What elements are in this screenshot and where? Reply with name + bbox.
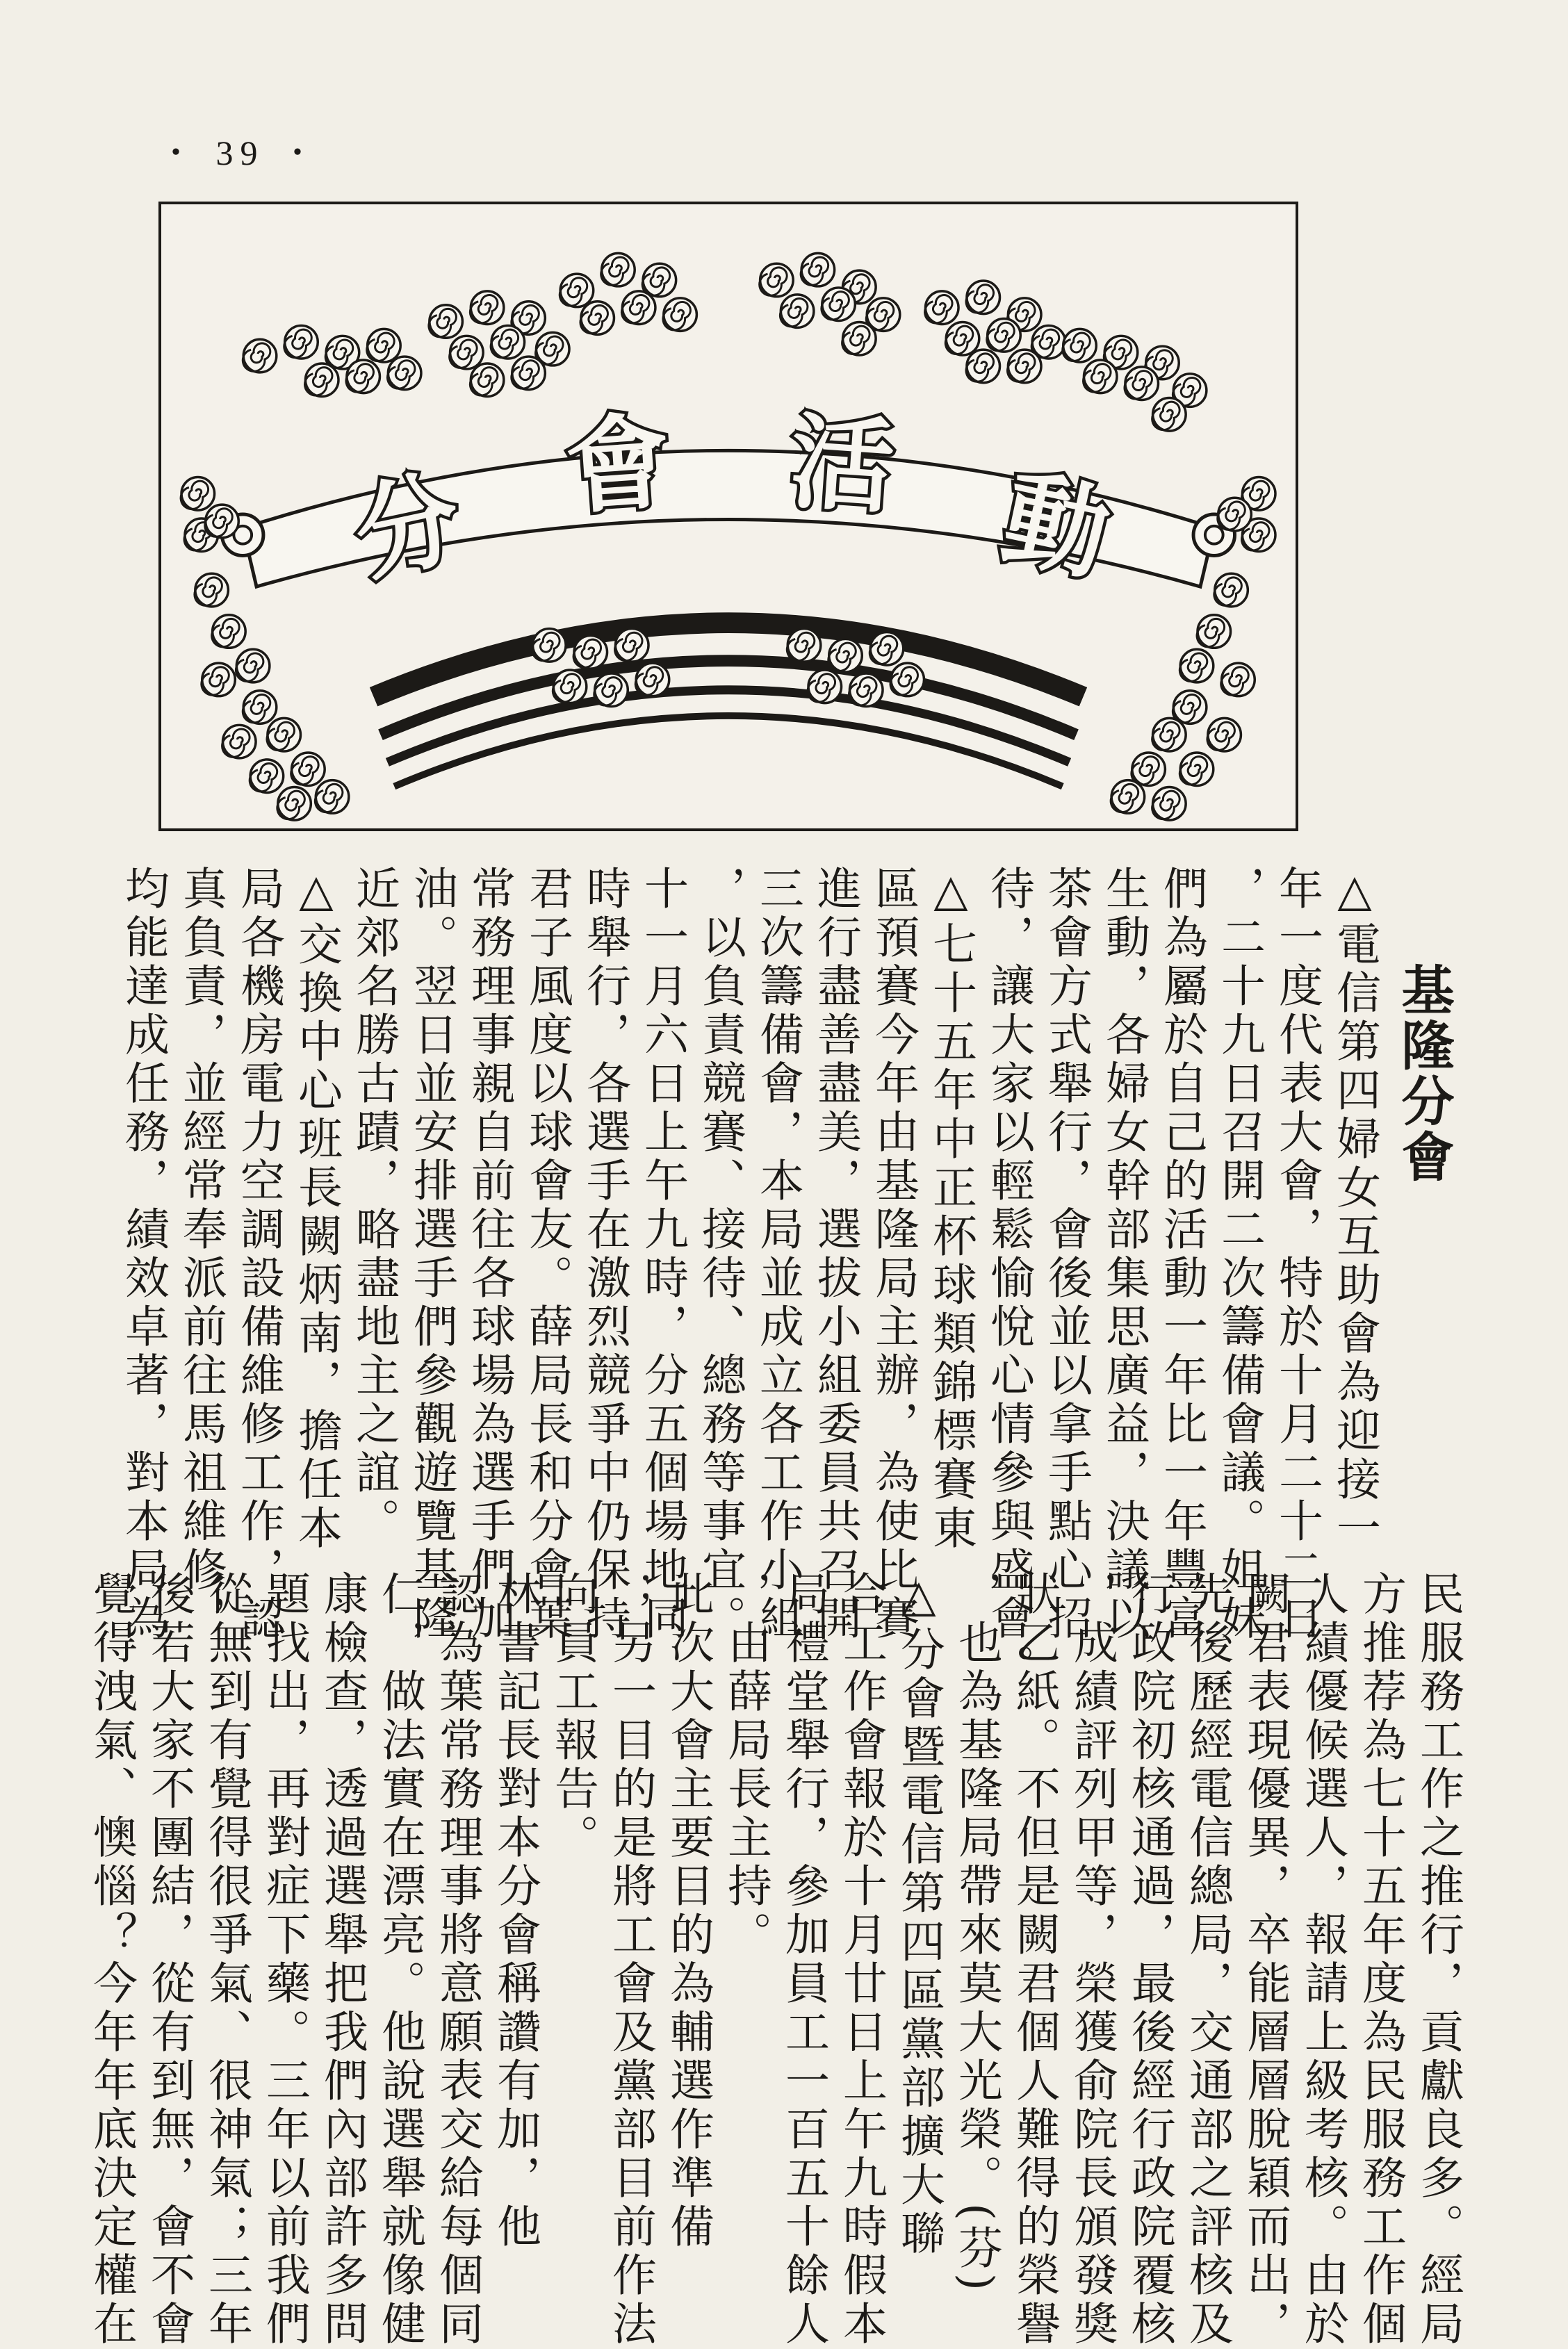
swirl-motif: [450, 336, 483, 369]
swirl-motif: [315, 780, 348, 814]
text-column: ；另一目的是將工會及黨部目前作法: [605, 1571, 656, 2349]
text-column: 康檢查，透過選舉把我們內部許多問: [316, 1571, 368, 2349]
text-column: 先後歷經電信總局，交通部之評核及: [1182, 1571, 1233, 2349]
swirl-motif: [842, 322, 876, 355]
swirl-clouds-top: [243, 253, 1207, 431]
text-column: 近郊名勝古蹟，略盡地主之誼。: [348, 865, 400, 1546]
swirl-motif: [760, 263, 793, 297]
page-number: ・ 39 ・: [158, 133, 322, 172]
text-column: 方推荐為七十五年度為民服務工作個: [1355, 1571, 1406, 2349]
swirl-motif: [243, 691, 276, 724]
text-column: 覺得洩氣、懊惱？今年年底決定權在: [85, 1571, 137, 2349]
swirl-motif: [1007, 350, 1040, 383]
swirl-motif: [808, 670, 841, 703]
swirl-motif: [635, 663, 669, 696]
text-column: 真負責，並經常奉派前往馬祖維修，: [175, 865, 227, 1644]
text-column: 油。翌日並安排選手們參觀遊覽基隆: [406, 865, 457, 1644]
text-column: 仁，做法實在漂亮。他說選舉就像健: [374, 1571, 425, 2349]
swirl-motif: [1111, 780, 1144, 814]
swirl-motif: [243, 339, 276, 373]
swirl-motif: [346, 360, 379, 393]
swirl-motif: [470, 363, 503, 397]
text-column: 局禮堂舉行，參加員工一百五十餘人: [778, 1571, 829, 2349]
swirl-motif: [1173, 691, 1206, 724]
text-column: 進行盡善盡美，選拔小組委員共召開: [810, 865, 861, 1644]
banner-char-dong: 動: [993, 457, 1119, 597]
swirl-motif: [267, 718, 300, 751]
swirl-motif: [202, 663, 235, 696]
swirl-motif: [1152, 787, 1186, 821]
text-column: 待，讓大家以輕鬆愉悅心情參與盛會。: [983, 865, 1034, 1692]
text-column: 民服務工作之推行，貢獻良多。經局: [1412, 1571, 1464, 2349]
text-column: 們為屬於自己的活動一年比一年豐富: [1156, 865, 1207, 1644]
swirl-motif: [1152, 718, 1186, 751]
swirl-motif: [822, 288, 855, 321]
text-column: 認為葉常務理事將意願表交給每個同: [432, 1571, 483, 2349]
swirl-motif: [387, 357, 420, 390]
swirl-motif: [291, 753, 325, 786]
swirl-motif: [304, 363, 338, 397]
text-column: 人績優候選人，報請上級考核。由於: [1297, 1571, 1348, 2349]
swirl-motif: [1132, 753, 1165, 786]
swirl-motif: [945, 322, 979, 355]
text-column: 後若大家不團結，從有到無，會不會: [143, 1571, 195, 2349]
text-column: ，以負責競賽、接待、總務等事宜。: [694, 865, 746, 1644]
swirl-motif: [1197, 615, 1230, 648]
swirl-motif: [429, 305, 462, 338]
swirl-motif: [787, 629, 820, 662]
text-column: 十一月六日上午九時，分五個場地同: [637, 865, 688, 1644]
text-column: ，二十九日召開二次籌備會議。姐妹: [1214, 865, 1265, 1644]
swirl-motif: [849, 673, 883, 707]
swirl-motif: [1207, 718, 1241, 751]
swirl-motif: [512, 357, 545, 390]
swirl-motif: [1221, 663, 1255, 696]
swirl-motif: [212, 615, 245, 648]
text-column: ，也為基隆局帶來莫大光榮。(芬): [951, 1571, 1002, 2295]
text-column: 林書記長對本分會稱讚有加，他: [489, 1571, 541, 2252]
swirl-motif: [277, 787, 311, 821]
section-heading: 基隆分會: [1393, 963, 1455, 1185]
swirl-motif: [594, 673, 628, 707]
text-column: 三次籌備會，本局並成立各工作小組: [752, 865, 803, 1644]
swirl-motif: [1179, 753, 1213, 786]
banner-art: [161, 204, 1296, 828]
text-column: 行政院初核通過，最後經行政院覆核: [1124, 1571, 1175, 2349]
text-column: △分會暨電信第四區黨部擴大聯: [893, 1571, 945, 2259]
swirl-motif: [966, 350, 999, 383]
swirl-motif: [1063, 329, 1096, 362]
swirl-motif: [532, 629, 566, 662]
swirl-motif: [470, 291, 503, 325]
text-column: △電信第四婦女互助會為迎接一: [1329, 865, 1380, 1553]
swirl-motif: [987, 319, 1020, 352]
banner-char-huo: 活: [786, 402, 898, 530]
swirl-motif: [367, 329, 400, 362]
swirl-motif: [925, 291, 958, 325]
swirl-motif: [1125, 367, 1158, 400]
swirl-motif: [621, 291, 655, 325]
swirl-motif: [869, 632, 903, 666]
text-column: 茶會方式舉行，會後並以拿手點心招: [1040, 865, 1092, 1644]
text-column: 時舉行，各選手在激烈競爭中仍保持: [579, 865, 630, 1644]
lower-body-text: [85, 1571, 1467, 2349]
text-column: 向員工報告。: [547, 1571, 598, 1863]
swirl-motif: [890, 663, 924, 696]
text-column: 生動，各婦女幹部集思廣益，決議以: [1098, 865, 1150, 1644]
banner-char-hui: 會: [562, 402, 674, 530]
text-column: 從無到有覺得很爭氣、很神氣；三年: [201, 1571, 252, 2349]
swirl-motif: [663, 298, 696, 332]
swirl-motif: [573, 635, 607, 669]
swirl-motif: [828, 639, 862, 672]
swirl-motif: [1218, 498, 1251, 531]
section-banner: [158, 202, 1298, 831]
swirl-motif: [222, 725, 256, 758]
text-column: 均能達成任務，績效卓著，對本局為: [117, 865, 169, 1644]
swirl-motif: [250, 760, 283, 793]
swirl-motif: [205, 505, 238, 538]
swirl-motif: [966, 281, 999, 314]
swirl-motif: [560, 274, 593, 307]
upper-body-text: [117, 865, 1383, 1692]
swirl-motif: [1214, 573, 1248, 607]
text-column: △交換中心班長闕炳南，擔任本: [291, 865, 342, 1553]
swirl-motif: [236, 649, 269, 682]
swirl-motif: [780, 295, 813, 328]
swirl-motif: [1179, 649, 1213, 682]
swirl-motif: [195, 573, 228, 607]
arc-stripes: [374, 623, 1084, 786]
swirl-motif: [491, 325, 524, 359]
text-column: 區預賽今年由基隆局主辦，為使比賽: [867, 865, 919, 1644]
swirl-motif: [642, 263, 676, 297]
swirl-motif: [801, 253, 834, 286]
text-column: ，成績評列甲等，榮獲俞院長頒發獎: [1066, 1571, 1118, 2349]
swirl-motif: [1152, 398, 1186, 432]
text-column: 闕君表現優異，卒能層層脫穎而出，: [1239, 1571, 1291, 2349]
text-column: 君子風度以球會友。薛局長和分會葉: [521, 865, 573, 1644]
text-column: 合工作會報於十月廿日上午九時假本: [835, 1571, 887, 2349]
text-column: ，由薛局長主持。: [720, 1571, 771, 1960]
swirl-motif: [181, 477, 214, 511]
swirl-motif: [553, 670, 586, 703]
swirl-motif: [601, 253, 635, 286]
text-column: 年一度代表大會，特於十月二十二日: [1271, 865, 1323, 1644]
swirl-motif: [580, 302, 614, 335]
swirl-motif: [615, 629, 648, 662]
banner-char-fen: 分: [345, 457, 471, 597]
text-column: 常務理事親自前往各球場為選手們加: [464, 865, 515, 1644]
text-column: 局各機房電力空調設備維修工作，認: [233, 865, 284, 1644]
text-column: △七十五年中正杯球類錦標賽東: [925, 865, 977, 1553]
swirl-motif: [284, 325, 318, 359]
text-column: 狀乙紙。不但是闕君個人難得的榮譽: [1008, 1571, 1060, 2349]
text-column: 此次大會主要目的為輔選作準備: [662, 1571, 714, 2252]
text-column: 題找出，再對症下藥。三年以前我們: [259, 1571, 310, 2349]
swirl-motif: [1084, 360, 1117, 393]
